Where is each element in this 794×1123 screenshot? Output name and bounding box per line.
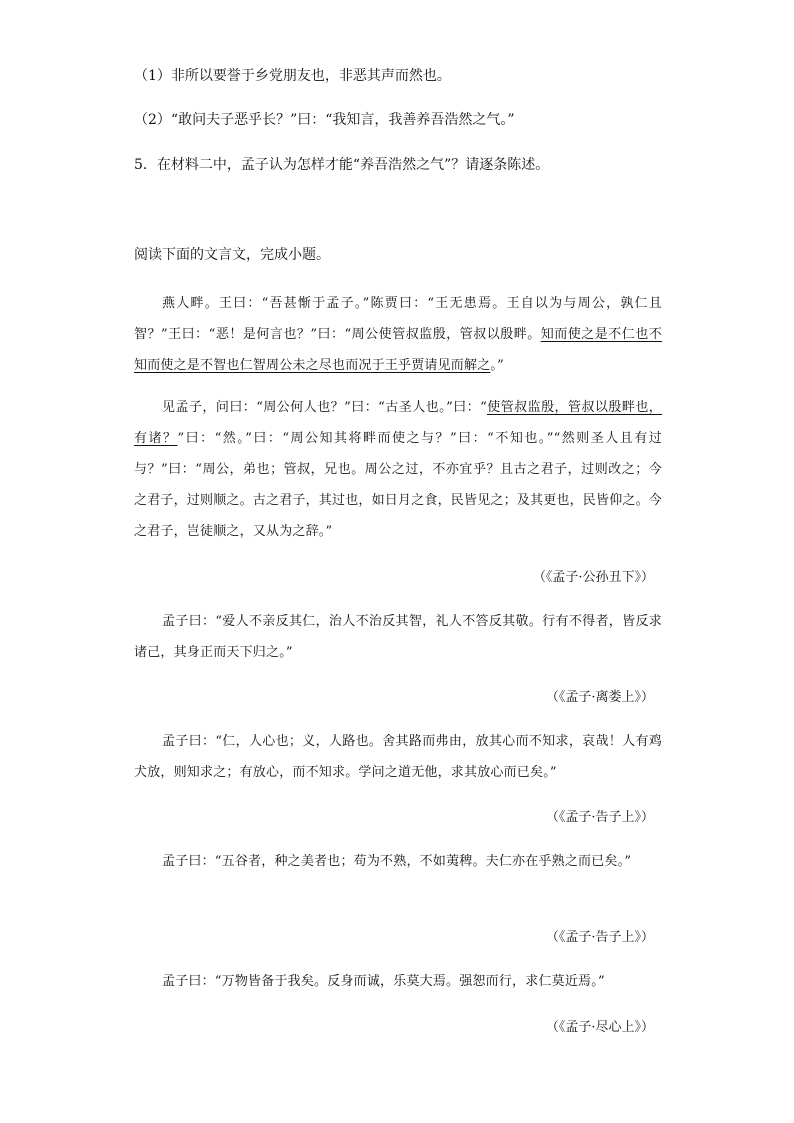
question-5: 5．在材料二中，孟子认为怎样才能“养吾浩然之气”？请逐条陈述。 (134, 157, 550, 173)
passage-4 (134, 726, 662, 788)
source-citation-3: （《孟子·离娄上》） (545, 690, 654, 705)
question-translation-1: （1）非所以要誉于乡党朋友也，非恶其声而然也。 (134, 68, 451, 84)
passage-2-text: 见孟子，问曰：“周公何人也？”曰：“古圣人也。”曰：“ (162, 400, 487, 415)
question-translation-2: （2）“敢问夫子恶乎长？”曰：“我知言，我善养吾浩然之气。” (134, 112, 515, 128)
reading-instruction: 阅读下面的文言文，完成小题。 (134, 247, 330, 263)
passage-1-end: 。” (490, 358, 504, 373)
passage-1-underlined: 知而使之是不仁也不知而使之是不智也仁智周公未之尽也而况于王乎贾请见而解之 (134, 327, 662, 373)
passage-5 (134, 846, 662, 877)
passage-1 (134, 288, 662, 381)
passage-1-text: 燕人畔。王曰：“吾甚惭于孟子。”陈贾曰：“王无患焉。王自以为与周公，孰仁且智？”王曰：“恶！是何言也？”曰：“周公使管叔监殷，管叔以殷畔。 (134, 296, 662, 342)
passage-6-text: 孟子曰：“万物皆备于我矣。反身而诚，乐莫大焉。强恕而行，求仁莫近焉。” (162, 974, 605, 989)
source-citation-5: （《孟子·告子上》） (545, 930, 654, 945)
source-citation-6: （《孟子·尽心上》） (545, 1020, 654, 1035)
source-citation-4: （《孟子·告子上》） (545, 810, 654, 825)
passage-3 (134, 606, 662, 668)
passage-6 (134, 966, 662, 997)
passage-3-text: 孟子曰：“爱人不亲反其仁，治人不治反其智，礼人不答反其敬。行有不得者，皆反求诸己，其身正而天下归之。” (134, 614, 662, 660)
passage-4-text: 孟子曰：“仁，人心也；义，人路也。舍其路而弗由，放其心而不知求，哀哉！人有鸡犬放，则知求之；有放心，而不知求。学问之道无他，求其放心而已矣。” (134, 734, 662, 780)
passage-2-rest: ”曰：“然。”曰：“周公知其将畔而使之与？”曰：“不知也。”“然则圣人且有过与？”曰：“周公，弟也；管叔，兄也。周公之过，不亦宜乎？且古之君子，过则改之；今之君子，过则顺之。古之君子，其过也，如日月之食，民皆见之；及其更也，民皆仰之。今之君子，岂徒顺之，又从为之辞。” (134, 431, 663, 539)
passage-2 (134, 392, 662, 547)
passage-2-underlined: 使管叔监殷，管叔以殷畔也，有诸？ (134, 400, 662, 446)
passage-5-text: 孟子曰：“五谷者，种之美者也；苟为不熟，不如荑稗。夫仁亦在乎熟之而已矣。” (162, 854, 632, 869)
source-citation-2: （《孟子·公孙丑下》） (532, 570, 654, 585)
